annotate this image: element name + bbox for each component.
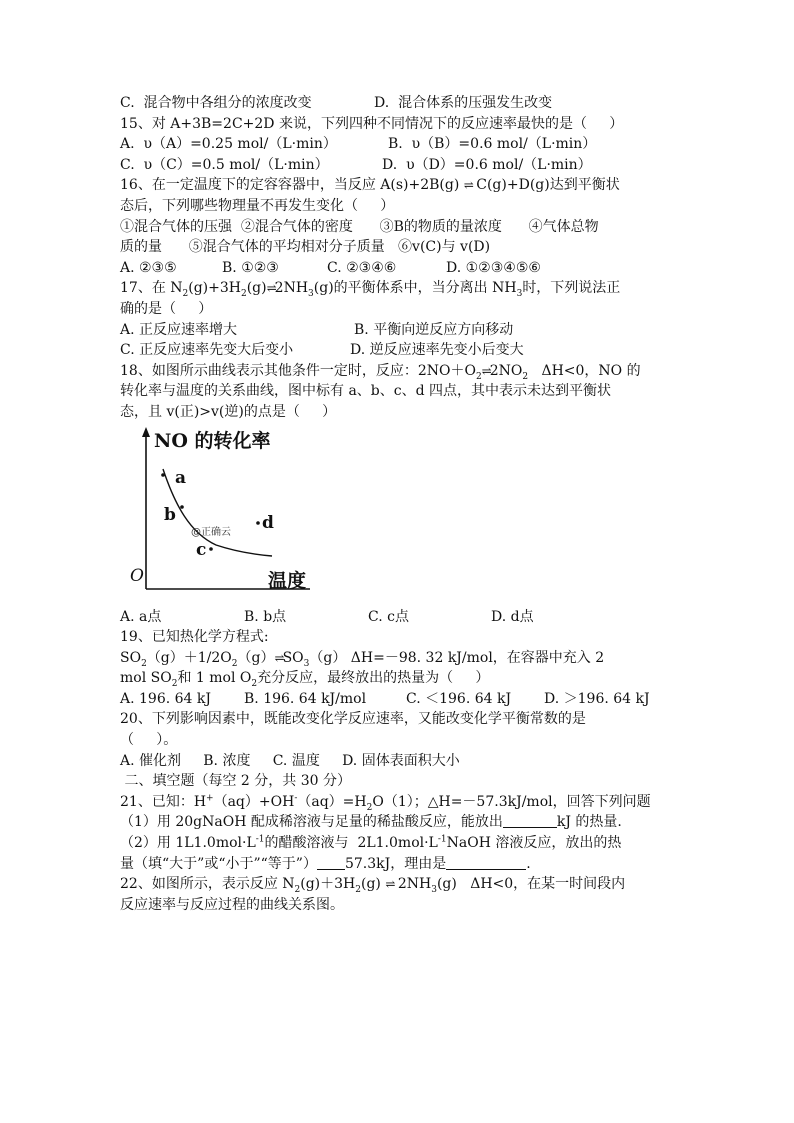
q19-options: [120, 689, 680, 710]
answer-blank[interactable]: [503, 813, 557, 828]
q18-stem-line1: 18、如图所示曲线表示其他条件一定时，反应：$2NO+O_2\rightleftharpoons 2NO_2$ ΔH<0，NO 的: [120, 362, 641, 382]
option-d: D. ①②③④⑤⑥: [446, 259, 541, 276]
graph-svg: [120, 427, 320, 605]
equilibrium-arrow-icon: ⇌: [266, 281, 275, 296]
option-c: C. 正反应速率先变大后变小: [120, 342, 294, 359]
q21-part2-line2: 量（填“大于”或“小于”“等于”） 57.3kJ，理由是 .: [120, 855, 531, 872]
option-c: C. 混合物中各组分的浓度改变: [120, 95, 312, 111]
q15-options-cd: [120, 155, 680, 176]
option-b: B. b点: [244, 608, 287, 625]
option-a: A. υ（A）=0.25 mol/（L·min）: [120, 136, 337, 153]
q19-stem-line1: 19、已知热化学方程式:: [120, 629, 269, 646]
q21-stem: 21、已知：$H^+(aq)+OH^-(aq)=H_2O(1)$；△H=－57.3kJ/mol，回答下列问题: [120, 793, 651, 813]
q15-stem: 15、对 A+3B=2C+2D 来说，下列四种不同情况下的反应速率最快的是（ ）: [120, 115, 624, 132]
no-conversion-graph: [120, 427, 680, 605]
option-b: B. υ（B）=0.6 mol/（L·min）: [388, 136, 597, 153]
equilibrium-arrow-icon: ⇌: [385, 877, 394, 892]
point-d-label: d: [262, 512, 274, 533]
q21-part1: （1）用 20gNaOH 配成稀溶液与足量的稀盐酸反应，能放出 kJ 的热量.: [120, 814, 622, 831]
q22-stem-line2: 反应速率与反应过程的曲线关系图。: [120, 896, 344, 913]
origin-label: O: [130, 565, 144, 586]
q19-stem-line3: mol $SO_2$和 1 mol $O_2$充分反应，最终放出的热量为（ ）: [120, 670, 490, 690]
q21-part2-line1: （2）用 $1L1.0mol\cdot L^{-1}$的醋酸溶液与 $2L1.0mol\cdot L^{-1}NaOH$ 溶液反应，放出的热: [120, 834, 622, 852]
option-b: B. 196. 64 kJ/mol: [244, 690, 367, 707]
q17-options-cd: [120, 340, 680, 361]
q18-options: [120, 607, 680, 628]
q18-stem-line3: 态，且 v(正)>v(逆)的点是（ ）: [120, 403, 337, 420]
point-a-label: a: [175, 467, 187, 488]
section-heading: 二、填空题（每空 2 分，共 30 分）: [120, 773, 351, 790]
x-axis-label: 温度: [268, 569, 307, 592]
option-b: B. ①②③: [222, 259, 279, 276]
q15-options-ab: [120, 134, 680, 155]
q16-stem-line1: 16、在一定温度下的定容容器中，当反应 A(s)+2B(g) ⇌ C(g)+D(g)达到平衡状: [120, 175, 680, 196]
q19-stem-line2: $SO_2(g)+1/2O_2(g)\rightleftharpoons SO_3(g)$ ΔH=－98. 32 kJ/mol，在容器中充入 2: [120, 649, 605, 669]
option-a: A. ②③⑤: [120, 259, 177, 276]
q20-stem-line2: （ ）。: [120, 732, 178, 749]
q16-items-line2: 质的量 ⑤混合气体的平均相对分子质量 ⑥v(C)与 v(D): [120, 239, 491, 256]
point-d-dot: [256, 521, 260, 525]
answer-blank[interactable]: [317, 855, 345, 870]
option-b: B. 平衡向逆反应方向移动: [354, 321, 514, 338]
q17-stem-line2: 确的是（ ）: [120, 300, 213, 317]
q18-stem-line2: 转化率与温度的关系曲线，图中标有 a、b、c、d 四点，其中表示未达到平衡状: [120, 383, 612, 400]
y-axis-arrow-icon: [142, 427, 150, 437]
q20-options: A. 催化剂 B. 浓度 C. 温度 D. 固体表面积大小: [120, 752, 460, 769]
option-c: C. ②③④⑥: [327, 259, 397, 276]
watermark-text: @正确云: [191, 526, 231, 538]
y-axis-label: NO 的转化率: [154, 429, 271, 452]
option-d: D. 逆反应速率先变小后变大: [350, 342, 524, 359]
option-c: C. c点: [368, 608, 409, 625]
equilibrium-arrow-icon: ⇌: [274, 650, 283, 665]
option-d: D. 混合体系的压强发生改变: [374, 95, 553, 111]
q17-options-ab: [120, 320, 680, 341]
q16-stem-line2: 态后，下列哪些物理量不再发生变化（ ）: [120, 197, 395, 214]
exam-page: [120, 93, 680, 915]
q16-items-line1: ①混合气体的压强 ②混合气体的密度 ③B的物质的量浓度 ④气体总物: [120, 218, 599, 235]
q16-options: [120, 258, 680, 279]
q20-stem-line1: 20、下列影响因素中，既能改变化学反应速率，又能改变化学平衡常数的是: [120, 711, 586, 728]
point-b-dot: [180, 505, 184, 509]
option-a: A. 正反应速率增大: [120, 321, 238, 338]
option-d: D. υ（D）=0.6 mol/（L·min）: [382, 156, 592, 173]
point-a-dot: [161, 473, 165, 477]
option-a: A. a点: [120, 608, 162, 625]
q17-stem-line1: 17、在 $N_2(g)+3H_2(g)\rightleftharpoons 2NH_3(g)$的平衡体系中，当分离出 $NH_3$时，下列说法正: [120, 280, 621, 300]
option-a: A. 196. 64 kJ: [120, 690, 211, 707]
point-c-dot: [209, 547, 213, 551]
equilibrium-arrow-icon: ⇌: [481, 363, 490, 378]
q22-stem-line1: 22、如图所示，表示反应 $N_2(g)+3H_2(g)$ ⇌ $2NH_3(g)$ ΔH<0，在某一时间段内: [120, 876, 626, 896]
q14-options-cd: [120, 93, 680, 114]
option-d: D. ＞196. 64 kJ: [544, 690, 650, 707]
point-c-label: c: [196, 539, 207, 560]
answer-blank[interactable]: [446, 855, 526, 870]
option-c: C. υ（C）=0.5 mol/（L·min）: [120, 156, 329, 173]
option-d: D. d点: [491, 608, 534, 625]
point-b-label: b: [164, 504, 176, 525]
equilibrium-arrow-icon: ⇌: [463, 178, 472, 193]
option-c: C. ＜196. 64 kJ: [406, 690, 512, 707]
